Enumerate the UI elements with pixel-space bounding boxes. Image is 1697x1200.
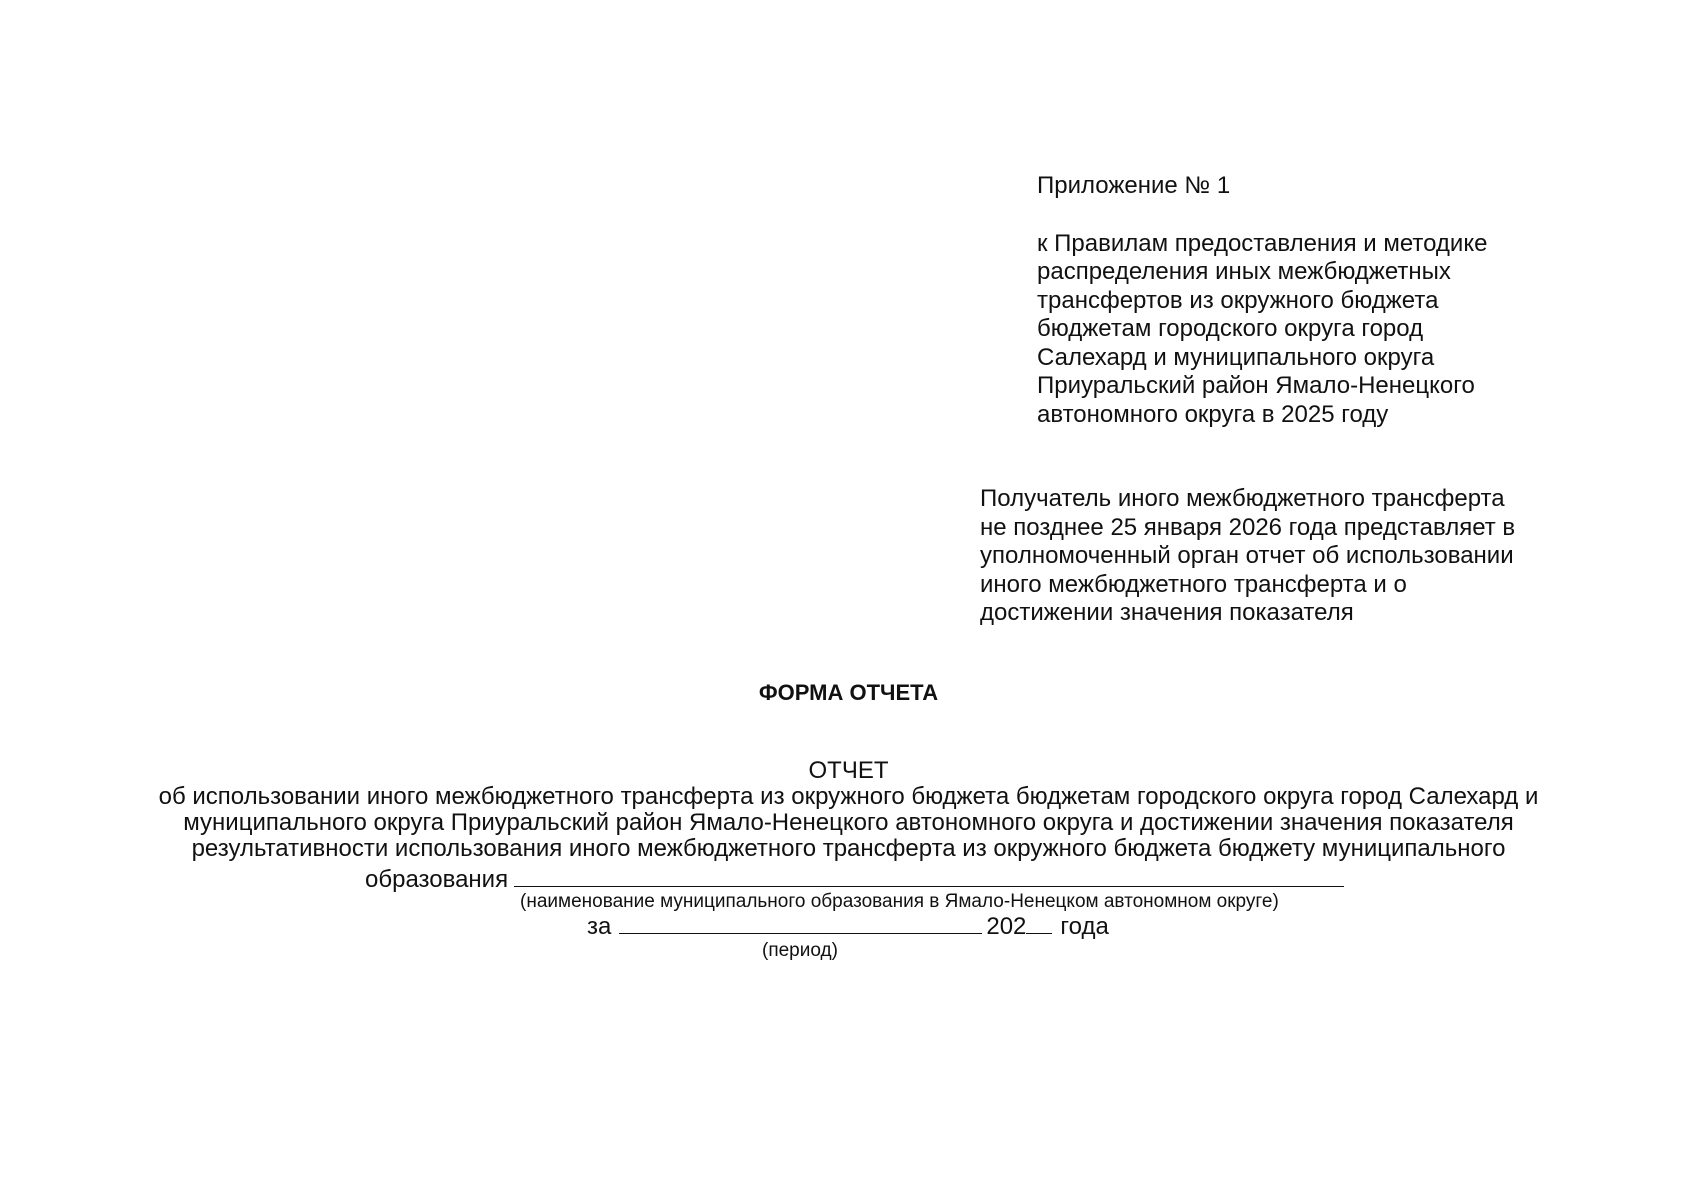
recipient-note-line: иного межбюджетного трансферта и о: [980, 570, 1407, 598]
recipient-note-line: Получатель иного межбюджетного трансферта: [980, 485, 1505, 512]
report-subtitle-line: об использовании иного межбюджетного трансферта из окружного бюджета бюджетам городского округа город Салехард и: [158, 783, 1539, 810]
appendix-line: бюджетам городского округа город: [1037, 315, 1424, 342]
municipality-label: образования: [365, 866, 509, 893]
appendix-line: распределения иных межбюджетных: [1037, 258, 1451, 285]
period-line: [587, 913, 1109, 940]
municipality-hint: (наименование муниципального образования в Ямало-Ненецком автономном округе): [520, 891, 1279, 912]
appendix-line: Приуральский район Ямало-Ненецкого: [1037, 372, 1475, 399]
report-heading: [0, 757, 1697, 961]
period-blank-field[interactable]: [619, 913, 982, 934]
year-suffix: года: [1060, 913, 1109, 940]
recipient-note-line: не позднее 25 января 2026 года представляет в: [980, 513, 1516, 541]
recipient-note-line: достижении значения показателя: [980, 599, 1354, 626]
municipality-blank-field[interactable]: [514, 866, 1344, 887]
year-prefix: 202: [986, 913, 1027, 940]
appendix-line: трансфертов из окружного бюджета: [1037, 286, 1439, 314]
year-blank-field[interactable]: [1026, 913, 1052, 934]
appendix-line: Салехард и муниципального округа: [1037, 343, 1435, 371]
recipient-note: [980, 485, 1620, 628]
municipality-line: [365, 866, 1344, 893]
period-prefix: за: [587, 913, 612, 940]
recipient-note-line: уполномоченный орган отчет об использовании: [980, 542, 1514, 569]
report-subtitle-line: муниципального округа Приуральский район Ямало-Ненецкого автономного округа и достижении значения показателя: [183, 809, 1514, 836]
report-subtitle-line: результативности использования иного межбюджетного трансферта из окружного бюджета бюджету муниципального: [191, 835, 1506, 862]
appendix-line: автономного округа в 2025 году: [1037, 400, 1389, 428]
period-hint: (период): [762, 940, 838, 961]
appendix-header: [1037, 172, 1597, 429]
appendix-number: Приложение № 1: [1037, 172, 1231, 199]
appendix-line: к Правилам предоставления и методике: [1037, 229, 1488, 257]
report-title: ОТЧЕТ: [808, 757, 889, 784]
form-title: ФОРМА ОТЧЕТА: [758, 680, 939, 705]
